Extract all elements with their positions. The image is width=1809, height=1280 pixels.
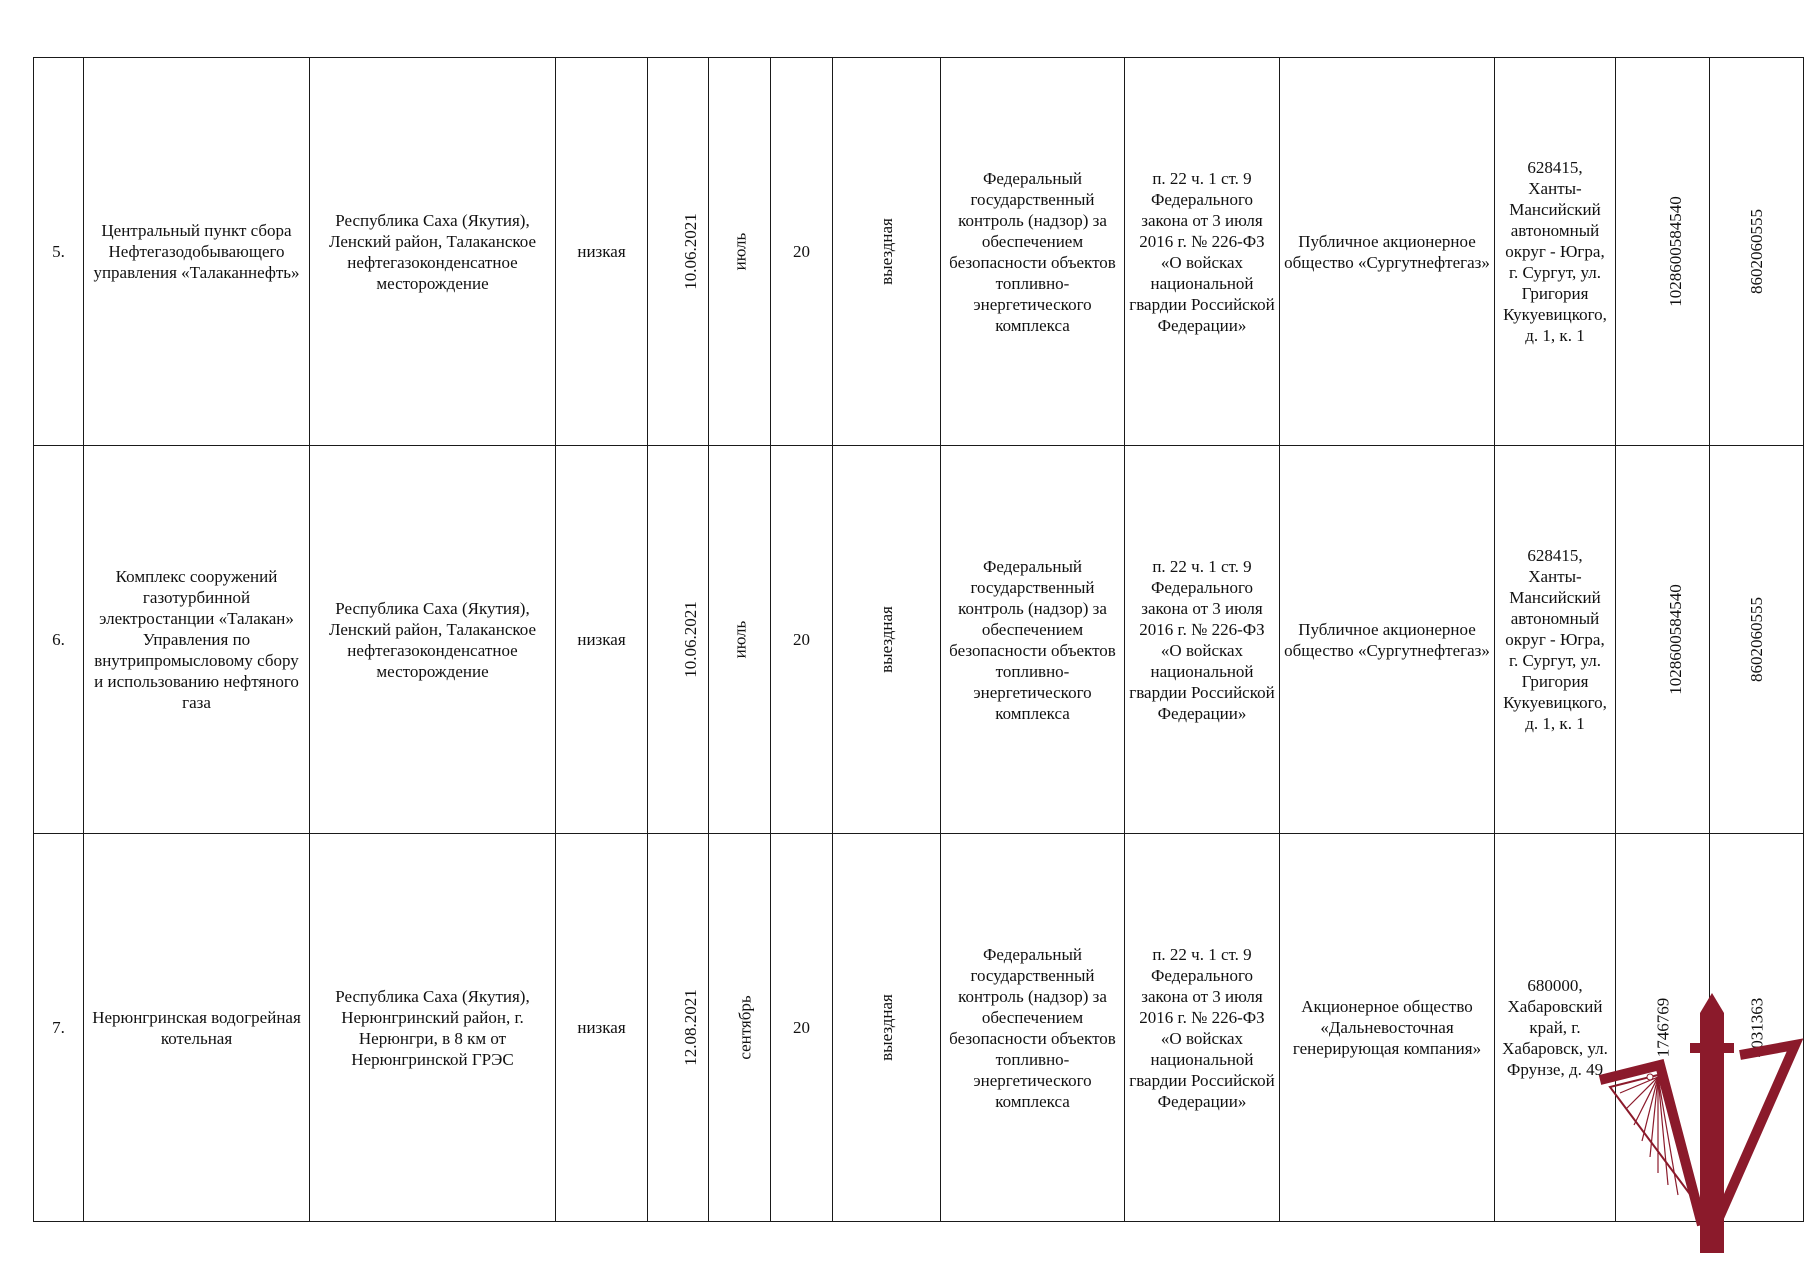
object-name: Центральный пункт сбора Нефтегазодобывающего управления «Талаканнефть» — [84, 58, 310, 446]
risk-category: низкая — [556, 834, 648, 1222]
inn-value: 4031363 — [1747, 997, 1766, 1058]
legal-basis: п. 22 ч. 1 ст. 9 Федерального закона от 3 июля 2016 г. № 226-ФЗ «О войсках национальной гвардии Российской Федерации» — [1125, 58, 1280, 446]
row-number: 6. — [34, 446, 84, 834]
risk-category: низкая — [556, 446, 648, 834]
inspection-days: 20 — [771, 58, 833, 446]
control-type: Федеральный государственный контроль (надзор) за обеспечением безопасности объектов топливно-энергетического комплекса — [941, 58, 1125, 446]
legal-basis: п. 22 ч. 1 ст. 9 Федерального закона от 3 июля 2016 г. № 226-ФЗ «О войсках национальной гвардии Российской Федерации» — [1125, 446, 1280, 834]
organization-address: 680000, Хабаровский край, г. Хабаровск, ул. Фрунзе, д. 49 — [1495, 834, 1616, 1222]
registration-date: 12.08.2021 — [680, 989, 700, 1066]
inn-value: 8602060555 — [1747, 209, 1766, 294]
inspection-plan-table — [33, 57, 1804, 1222]
inspection-month: сентябрь — [735, 995, 755, 1060]
legal-basis: п. 22 ч. 1 ст. 9 Федерального закона от 3 июля 2016 г. № 226-ФЗ «О войсках национальной гвардии Российской Федерации» — [1125, 834, 1280, 1222]
ogrn-value: 1028600584540 — [1665, 196, 1685, 307]
ogrn-value: 1028600584540 — [1665, 584, 1685, 695]
organization-name: Публичное акционерное общество «Сургутнефтегаз» — [1280, 58, 1495, 446]
inspection-month: июль — [730, 232, 749, 271]
shield-sword-emblem-icon — [1590, 985, 1805, 1255]
control-type: Федеральный государственный контроль (надзор) за обеспечением безопасности объектов топливно-энергетического комплекса — [941, 834, 1125, 1222]
object-name: Нерюнгринская водогрейная котельная — [84, 834, 310, 1222]
object-location: Республика Саха (Якутия), Ленский район, Талаканское нефтегазоконденсатное месторождение — [310, 58, 556, 446]
object-location: Республика Саха (Якутия), Нерюнгринский район, г. Нерюнгри, в 8 км от Нерюнгринской ГРЭС — [310, 834, 556, 1222]
object-name: Комплекс сооружений газотурбинной электростанции «Талакан» Управления по внутрипромысловому сбору и использованию нефтяного газа — [84, 446, 310, 834]
risk-category: низкая — [556, 58, 648, 446]
row-number: 7. — [34, 834, 84, 1222]
row-number: 5. — [34, 58, 84, 446]
organization-name: Публичное акционерное общество «Сургутнефтегаз» — [1280, 446, 1495, 834]
registration-date: 10.06.2021 — [680, 213, 700, 290]
ogrn-value: 1746769 — [1653, 997, 1672, 1058]
registration-date: 10.06.2021 — [680, 601, 700, 678]
inspection-days: 20 — [771, 446, 833, 834]
control-type: Федеральный государственный контроль (надзор) за обеспечением безопасности объектов топливно-энергетического комплекса — [941, 446, 1125, 834]
inspection-form: выездная — [876, 994, 896, 1061]
organization-address: 628415, Ханты-Мансийский автономный округ - Югра, г. Сургут, ул. Григория Кукуевицкого, д. 1, к. 1 — [1495, 446, 1616, 834]
object-location: Республика Саха (Якутия), Ленский район, Талаканское нефтегазоконденсатное месторождение — [310, 446, 556, 834]
organization-name: Акционерное общество «Дальневосточная генерирующая компания» — [1280, 834, 1495, 1222]
inspection-form: выездная — [876, 606, 896, 673]
organization-address: 628415, Ханты-Мансийский автономный округ - Югра, г. Сургут, ул. Григория Кукуевицкого, д. 1, к. 1 — [1495, 58, 1616, 446]
inspection-days: 20 — [771, 834, 833, 1222]
table-row — [34, 58, 1804, 446]
table-row — [34, 446, 1804, 834]
inspection-form: выездная — [876, 218, 896, 285]
inn-value: 8602060555 — [1747, 597, 1766, 682]
table-row — [34, 834, 1804, 1222]
inspection-month: июль — [730, 620, 749, 659]
